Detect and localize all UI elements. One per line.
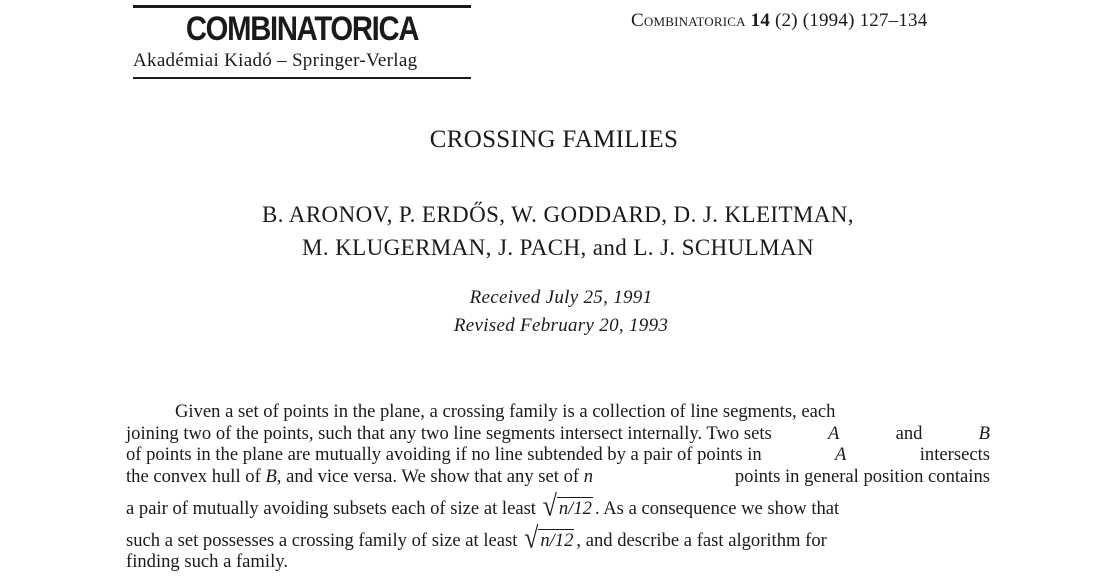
publisher-line: Akadémiai Kiadó – Springer-Verlag [133, 50, 418, 71]
square-root-expression [524, 521, 574, 555]
journal-citation [631, 10, 927, 32]
abstract-line-2 [126, 423, 990, 445]
abstract-text: and [895, 422, 923, 444]
abstract-text: the convex hull of B, and vice versa. We show that any set of n [126, 465, 594, 487]
citation-journal: Combinatorica [631, 10, 746, 31]
citation-issue: (2) [775, 10, 798, 31]
citation-volume: 14 [750, 10, 771, 31]
authors-line-2: M. KLUGERMAN, J. PACH, and L. J. SCHULMAN [301, 235, 814, 260]
abstract [126, 401, 990, 573]
math-variable: B [265, 465, 277, 487]
abstract-text: such a set possesses a crossing family of size at least √ n/12 , and describe a fast algorithm for [126, 521, 827, 555]
radical-sign: √ [542, 489, 557, 523]
citation-year: (1994) [802, 10, 855, 31]
radicand: n/12 [558, 498, 592, 519]
abstract-line-7 [126, 551, 990, 573]
abstract-text: intersects [919, 444, 990, 465]
revised-date: Revised February 20, 1993 [453, 315, 669, 336]
logo-bottom-rule [133, 77, 471, 79]
logo-top-rule [133, 5, 471, 8]
abstract-text: of points in the plane are mutually avoiding if no line subtended by a pair of points in [126, 444, 762, 465]
abstract-line-1 [126, 401, 990, 423]
math-variable: B [978, 422, 990, 444]
abstract-line-5 [126, 487, 990, 523]
abstract-line-3 [126, 444, 990, 466]
radicand: n/12 [540, 530, 574, 551]
abstract-text: points in general position contains [734, 465, 990, 487]
math-variable: A [827, 422, 840, 444]
journal-logo-block [133, 5, 471, 79]
math-variable: n [583, 465, 594, 487]
abstract-text: a pair of mutually avoiding subsets each of size at least √ n/12 . As a consequence we show that [126, 489, 840, 523]
journal-logo: COMBINATORICA [185, 10, 419, 48]
citation-pages: 127–134 [859, 10, 928, 31]
abstract-line-6 [126, 519, 990, 555]
received-date: Received July 25, 1991 [469, 287, 653, 308]
paper-title: CROSSING FAMILIES [429, 126, 679, 153]
square-root-expression [542, 489, 593, 523]
radical-sign: √ [524, 521, 539, 555]
authors-line-1: B. ARONOV, P. ERDŐS, W. GODDARD, D. J. KLEITMAN, [262, 202, 854, 227]
abstract-text: finding such a family. [126, 551, 288, 572]
abstract-text: joining two of the points, such that any two line segments intersect internally. Two sets [126, 422, 772, 444]
math-variable: A [835, 444, 847, 465]
abstract-line-4 [126, 466, 990, 488]
abstract-text: Given a set of points in the plane, a crossing family is a collection of line segments, each [175, 401, 836, 422]
